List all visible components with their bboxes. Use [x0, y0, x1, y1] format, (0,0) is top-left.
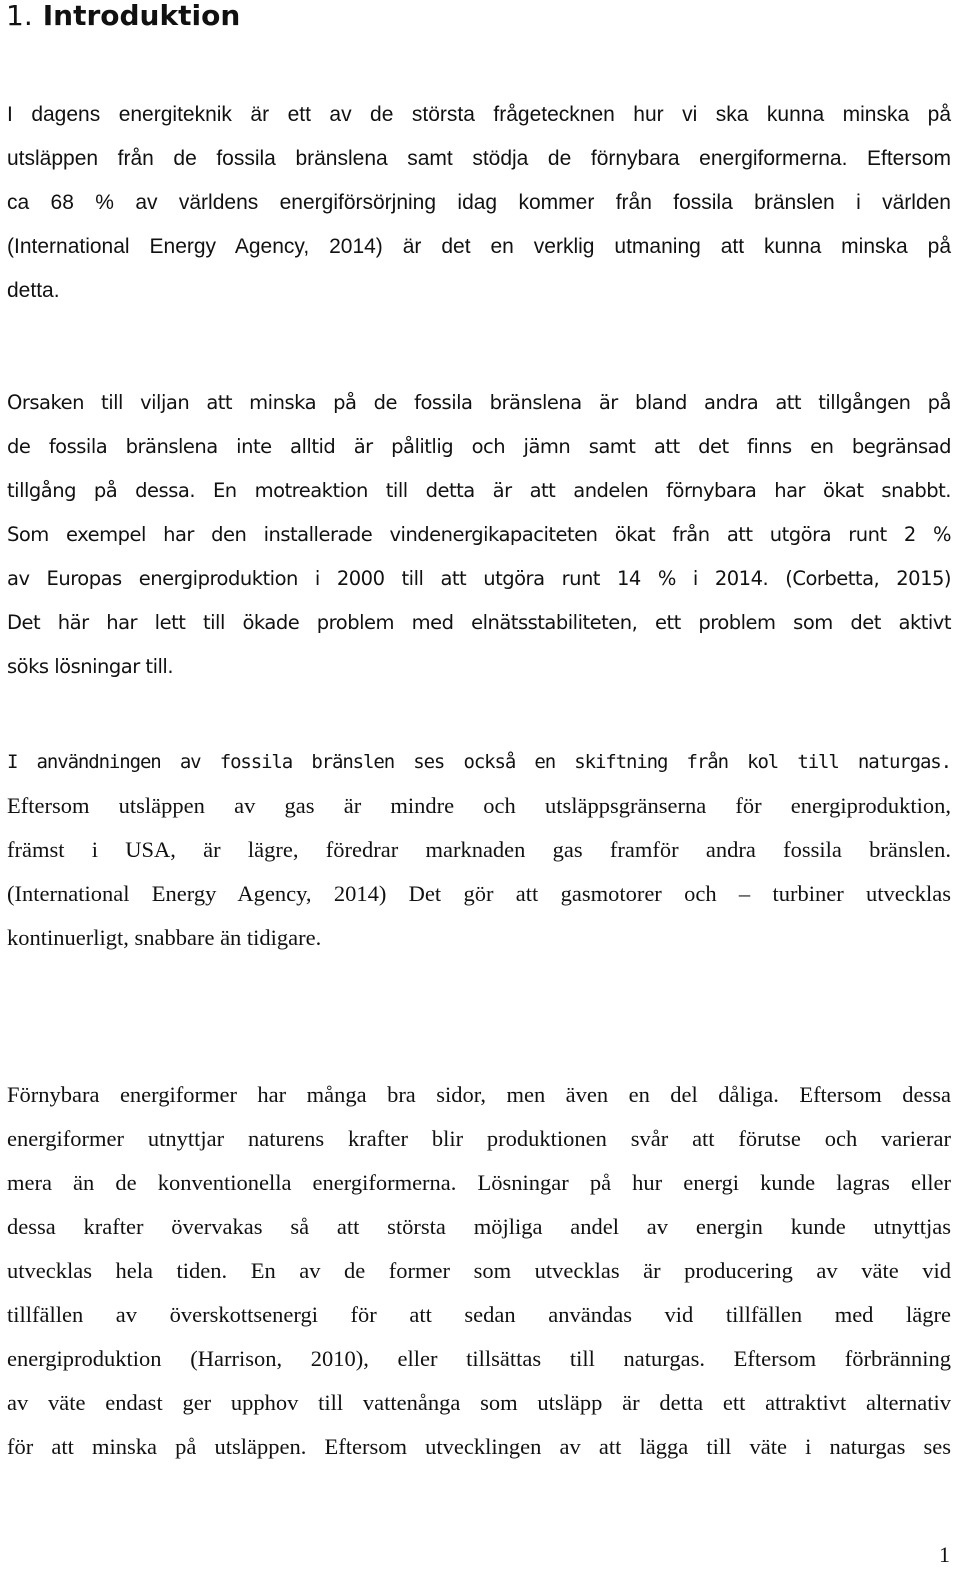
- paragraph-line: (International Energy Agency, 2014) Det gör att gasmotorer och – turbiner utvecklas: [7, 881, 951, 906]
- paragraph-3-line-1: [7, 740, 951, 784]
- paragraph-line: Som exempel har den installerade vindenergikapaciteten ökat från att utgöra runt 2 %: [7, 523, 951, 546]
- paragraph-line: de fossila bränslena inte alltid är pålitlig och jämn samt att det finns en begränsad: [7, 435, 951, 458]
- paragraph-line: utvecklas hela tiden. En av de former som utvecklas är producering av väte vid: [7, 1258, 951, 1283]
- paragraph-line: främst i USA, är lägre, föredrar marknaden gas framför andra fossila bränslen.: [7, 837, 951, 862]
- paragraph-1: [7, 93, 951, 313]
- paragraph-line: Det här har lett till ökade problem med elnätsstabiliteten, ett problem som det aktivt: [7, 611, 951, 634]
- paragraph-line: kontinuerligt, snabbare än tidigare.: [7, 925, 322, 950]
- paragraph-line: tillfällen av överskottsenergi för att sedan användas vid tillfällen med lägre: [7, 1302, 951, 1327]
- paragraph-line: för att minska på utsläppen. Eftersom utvecklingen av att lägga till väte i naturgas ses: [7, 1434, 951, 1459]
- paragraph-3: [7, 784, 951, 960]
- paragraph-line: av Europas energiproduktion i 2000 till att utgöra runt 14 % i 2014. (Corbetta, 2015): [7, 567, 951, 590]
- section-title: Introduktion: [42, 0, 241, 32]
- paragraph-line: Förnybara energiformer har många bra sidor, men även en del dåliga. Eftersom dessa: [7, 1082, 951, 1107]
- paragraph-line: dessa krafter övervakas så att största möjliga andel av energin kunde utnyttjas: [7, 1214, 951, 1239]
- paragraph-line: (International Energy Agency, 2014) är det en verklig utmaning att kunna minska på: [7, 235, 951, 258]
- section-heading: [6, 0, 240, 36]
- paragraph-line: ca 68 % av världens energiförsörjning idag kommer från fossila bränslen i världen: [7, 191, 951, 214]
- section-number: 1.: [6, 0, 33, 32]
- paragraph-line: energiformer utnyttjar naturens krafter blir produktionen svår att förutse och varierar: [7, 1126, 951, 1151]
- paragraph-line: utsläppen från de fossila bränslena samt stödja de förnybara energiformerna. Eftersom: [7, 147, 951, 170]
- paragraph-line: Orsaken till viljan att minska på de fossila bränslena är bland andra att tillgången på: [7, 391, 951, 414]
- paragraph-line: av väte endast ger upphov till vattenånga som utsläpp är detta ett attraktivt alternativ: [7, 1390, 951, 1415]
- paragraph-line: detta.: [7, 279, 60, 302]
- page-number: 1: [939, 1542, 950, 1567]
- paragraph-4: [7, 1073, 951, 1469]
- paragraph-line: Eftersom utsläppen av gas är mindre och utsläppsgränserna för energiproduktion,: [7, 793, 951, 818]
- paragraph-line: tillgång på dessa. En motreaktion till detta är att andelen förnybara har ökat snabbt.: [7, 479, 951, 502]
- paragraph-line: I dagens energiteknik är ett av de största frågetecknen hur vi ska kunna minska på: [7, 103, 951, 126]
- paragraph-line: I användningen av fossila bränslen ses också en skiftning från kol till naturgas.: [7, 751, 951, 773]
- paragraph-2: [7, 381, 951, 689]
- paragraph-line: energiproduktion (Harrison, 2010), eller tillsättas till naturgas. Eftersom förbränning: [7, 1346, 951, 1371]
- paragraph-line: mera än de konventionella energiformerna. Lösningar på hur energi kunde lagras eller: [7, 1170, 951, 1195]
- paragraph-line: söks lösningar till.: [7, 655, 174, 678]
